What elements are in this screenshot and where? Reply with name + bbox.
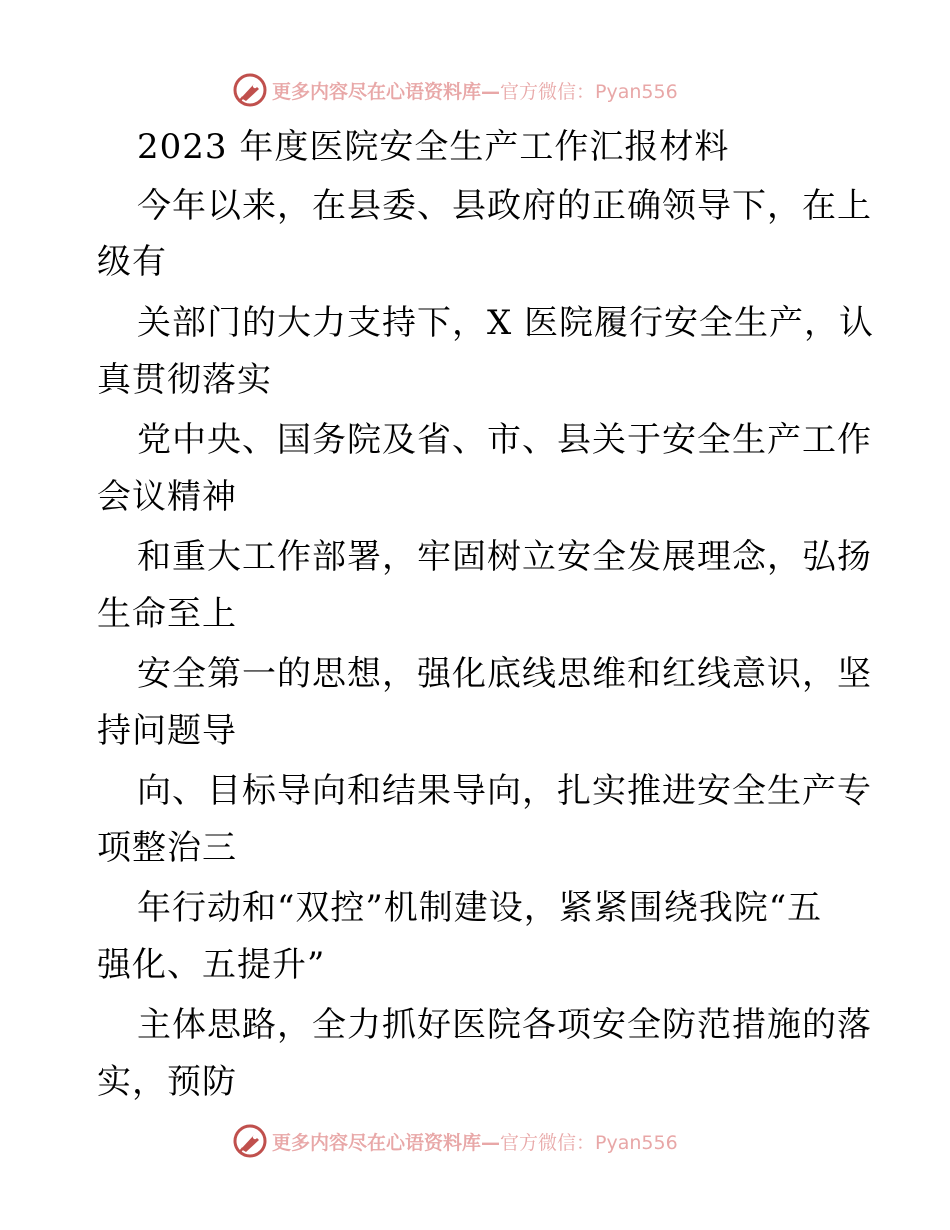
watermark-text: 更多内容尽在心语资料库—	[272, 1131, 501, 1154]
paragraph-line: 关部门的大力支持下，X 医院履行安全生产，认	[137, 303, 875, 343]
paragraph-line: 强化、五提升”	[97, 945, 326, 985]
watermark-text: 更多内容尽在心语资料库—	[272, 80, 501, 103]
watermark-wechat: 官方微信：Pyan556	[500, 80, 678, 103]
document-title: 2023 年度医院安全生产工作汇报材料	[137, 127, 730, 167]
paragraph-line: 安全第一的思想，强化底线思维和红线意识，坚	[137, 654, 872, 694]
paragraph-line: 会议精神	[97, 477, 237, 517]
paragraph-line: 和重大工作部署，牢固树立安全发展理念，弘扬	[137, 537, 872, 577]
watermark-wechat: 官方微信：Pyan556	[500, 1131, 678, 1154]
paragraph-line: 今年以来，在县委、县政府的正确领导下，在上	[137, 186, 872, 226]
paragraph-line: 持问题导	[97, 711, 237, 751]
paragraph-line: 向、目标导向和结果导向，扎实推进安全生产专	[137, 771, 872, 811]
watermark-banner-top	[232, 70, 678, 110]
pen-nib-logo-icon	[232, 72, 268, 108]
paragraph-line: 年行动和“双控”机制建设，紧紧围绕我院“五	[137, 888, 823, 928]
paragraph-line: 实，预防	[97, 1062, 237, 1102]
paragraph-line: 党中央、国务院及省、市、县关于安全生产工作	[137, 420, 872, 460]
paragraph-line: 真贯彻落实	[97, 360, 272, 400]
paragraph-line: 项整治三	[97, 828, 237, 868]
paragraph-line: 生命至上	[97, 594, 237, 634]
pen-nib-logo-icon	[232, 1123, 268, 1159]
watermark-banner-bottom	[232, 1121, 678, 1161]
paragraph-line: 级有	[97, 242, 167, 282]
paragraph-line: 主体思路，全力抓好医院各项安全防范措施的落	[137, 1005, 872, 1045]
